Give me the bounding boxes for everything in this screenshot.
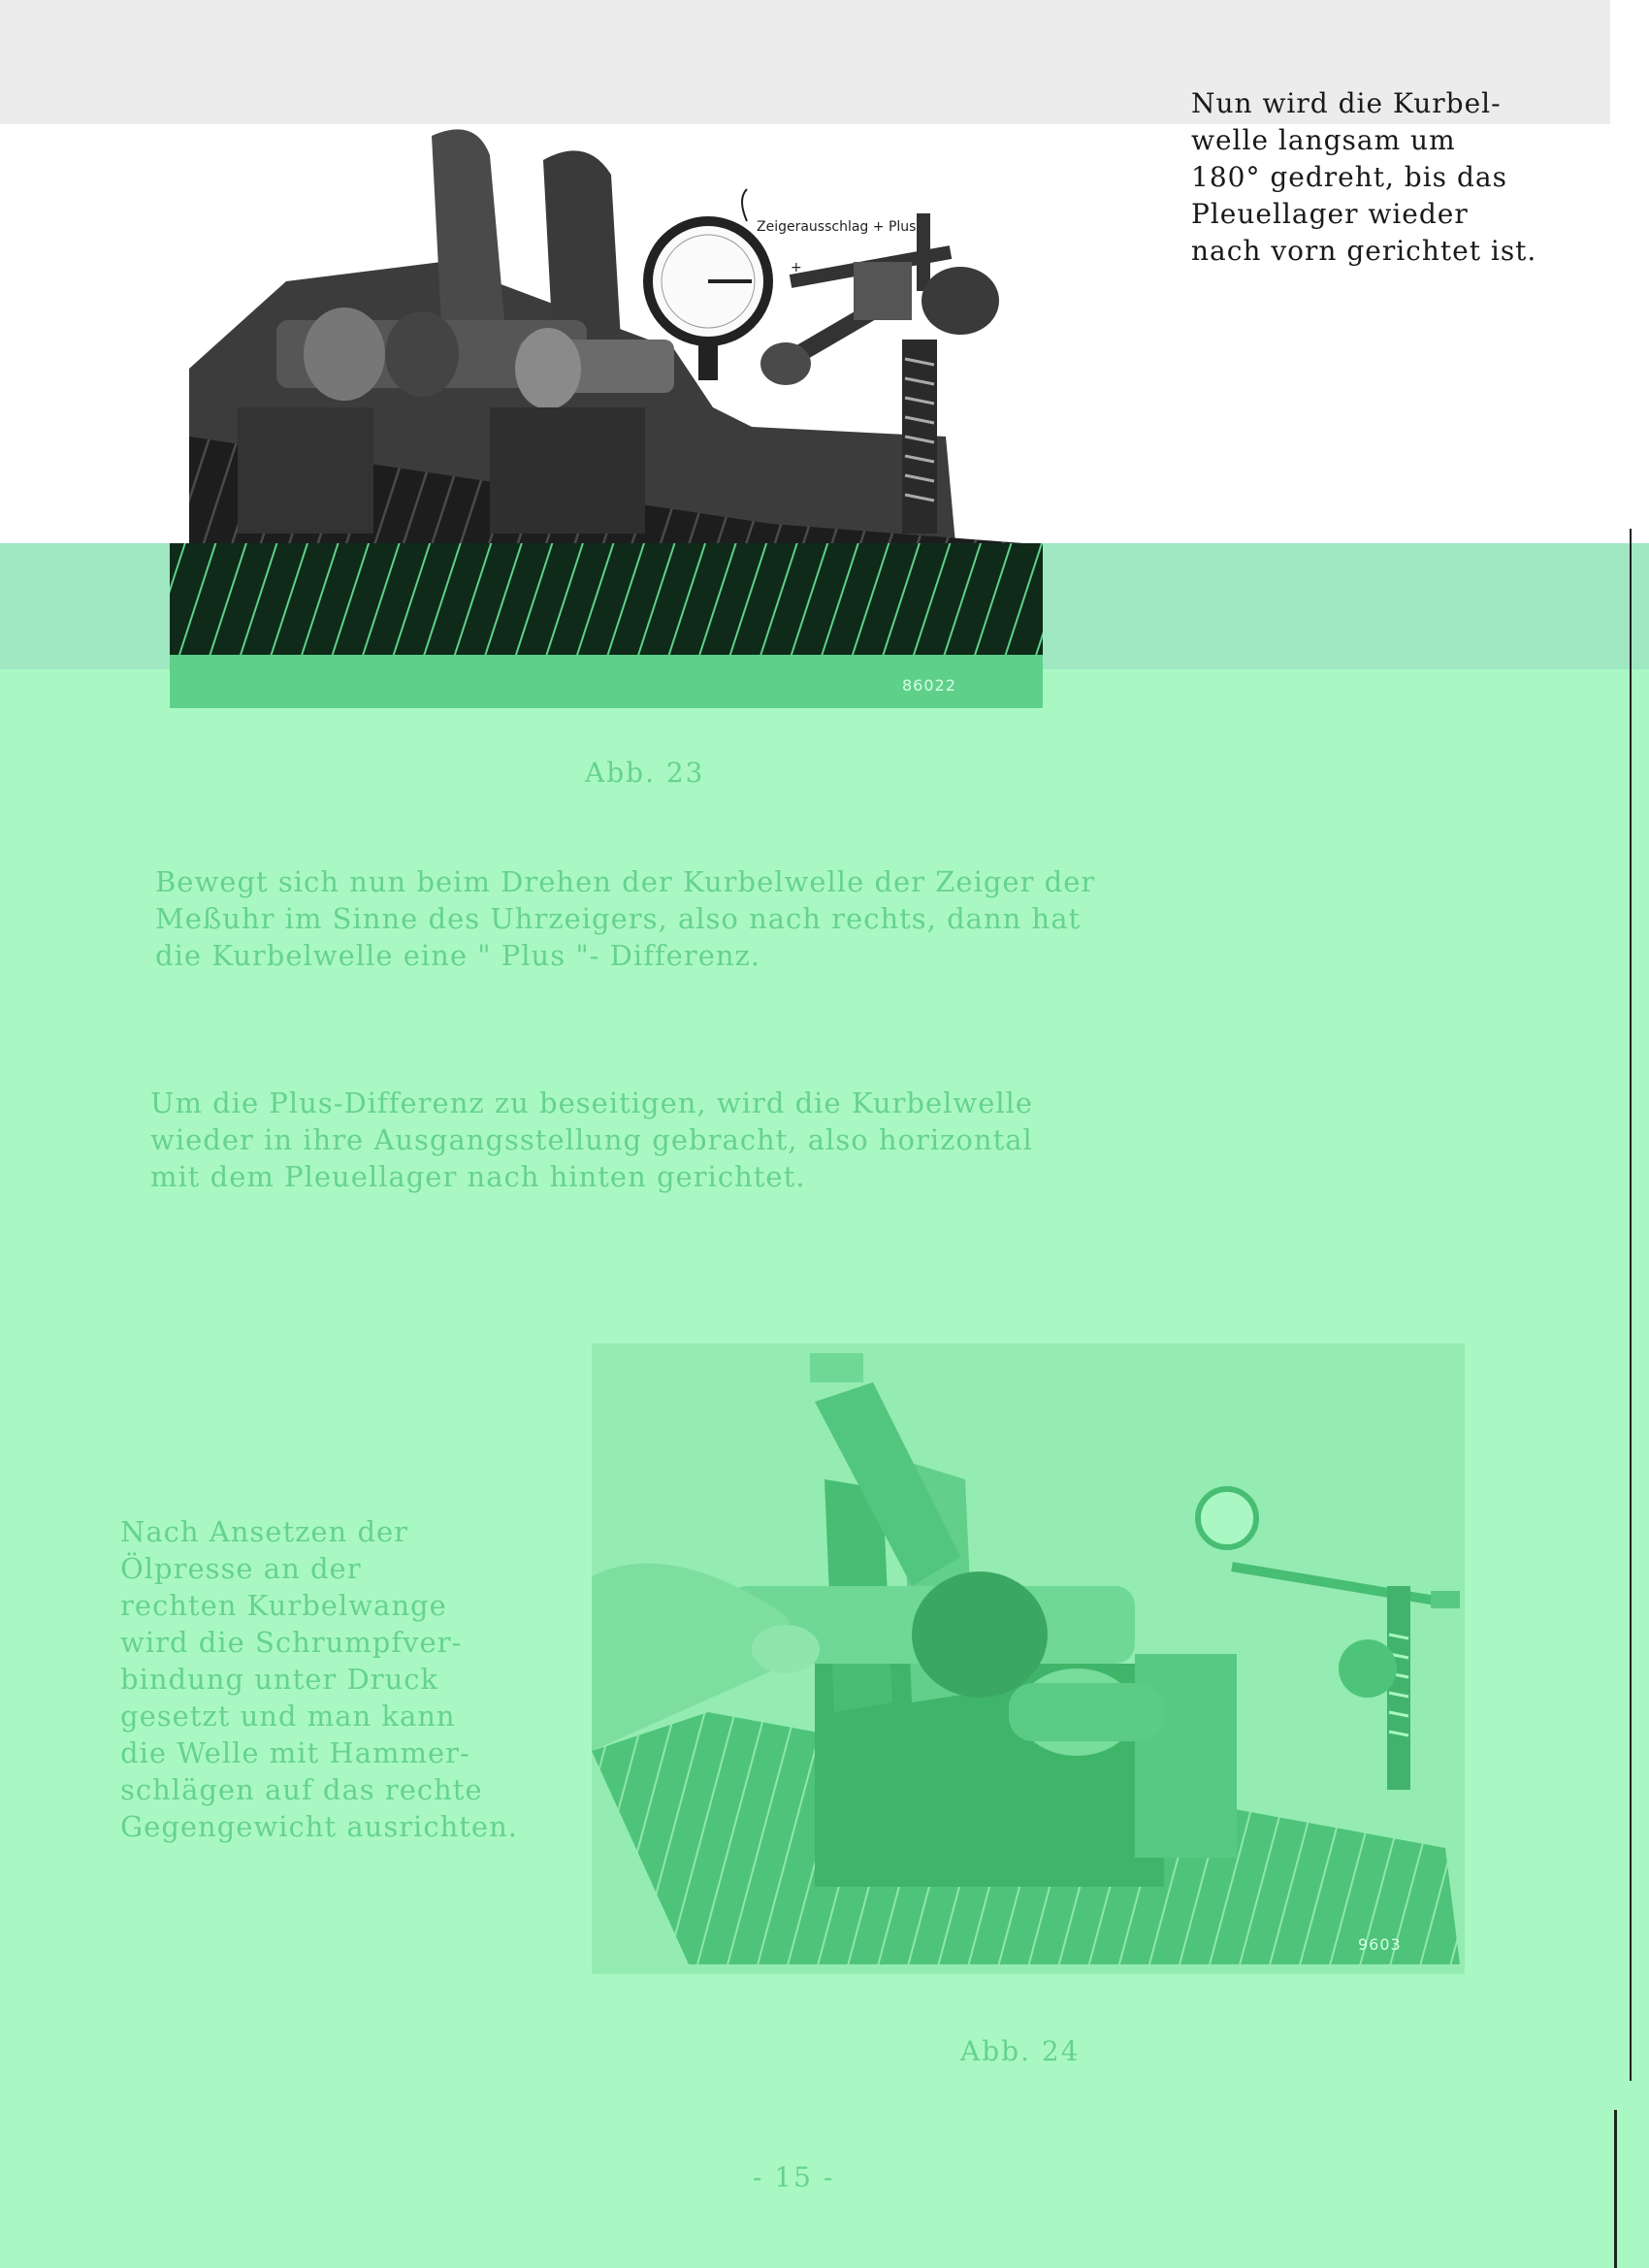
paragraph-1 (155, 863, 1095, 974)
figure-caption-abb24: Abb. 24 (960, 2035, 1081, 2067)
text-line: Gegengewicht ausrichten. (120, 1810, 518, 1843)
scan-edge-line (1630, 529, 1632, 2081)
plus-sign-label: + (791, 260, 802, 275)
crankshaft-photo-abb23 (170, 116, 1062, 713)
scan-edge-line (1614, 2110, 1617, 2268)
text-line: Nach Ansetzen der (120, 1515, 409, 1548)
dial-annotation-label: Zeigerausschlag + Plus (757, 219, 917, 235)
side-text-block (120, 1513, 518, 1845)
paragraph-2 (150, 1085, 1033, 1195)
text-line: die Kurbelwelle eine " Plus "- Differenz. (155, 939, 761, 972)
text-line: nach vorn gerichtet ist. (1191, 235, 1537, 267)
text-line: Pleuellager wieder (1191, 198, 1469, 230)
text-line: die Welle mit Hammer- (120, 1736, 470, 1769)
figure-caption-abb23: Abb. 23 (585, 757, 705, 789)
text-line: mit dem Pleuellager nach hinten gerichtet. (150, 1160, 806, 1193)
text-line: bindung unter Druck (120, 1663, 439, 1696)
oil-press-photo-abb24 (592, 1344, 1465, 1974)
text-line: Bewegt sich nun beim Drehen der Kurbelwelle der Zeiger der (155, 865, 1096, 898)
text-line: wieder in ihre Ausgangsstellung gebracht, also horizontal (150, 1123, 1033, 1156)
text-line: 180° gedreht, bis das (1191, 161, 1507, 193)
text-line: gesetzt und man kann (120, 1700, 456, 1733)
photo-code-9603: 9603 (1358, 1935, 1402, 1954)
text-line: Ölpresse an der (120, 1552, 362, 1585)
text-line: schlägen auf das rechte (120, 1773, 483, 1806)
page-number: - 15 - (753, 2161, 835, 2193)
text-line: rechten Kurbelwange (120, 1589, 447, 1622)
top-text-block (1191, 85, 1536, 270)
text-line: Meßuhr im Sinne des Uhrzeigers, also nach rechts, dann hat (155, 902, 1082, 935)
photo-code-86022: 86022 (902, 676, 956, 695)
text-line: welle langsam um (1191, 124, 1456, 156)
text-line: wird die Schrumpfver- (120, 1626, 463, 1659)
text-line: Um die Plus-Differenz zu beseitigen, wird die Kurbelwelle (150, 1086, 1034, 1119)
text-line: Nun wird die Kurbel- (1191, 87, 1502, 119)
